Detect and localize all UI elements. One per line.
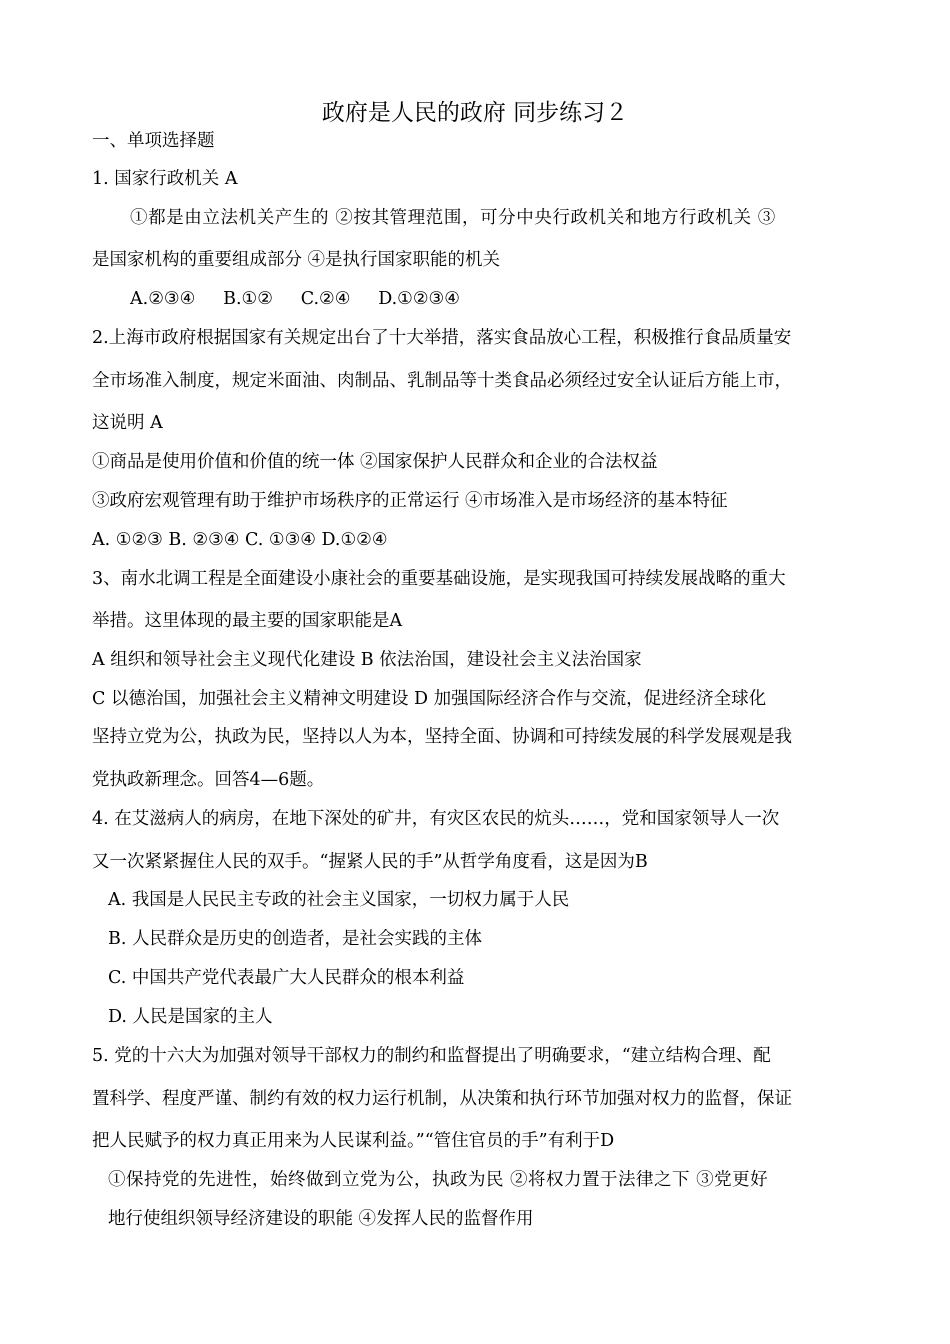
- q4-option-a: A. 我国是人民民主专政的社会主义国家，一切权力属于人民: [108, 890, 570, 910]
- page-title: 政府是人民的政府 同步练习２: [321, 100, 629, 126]
- q2-statements-line2: ③政府宏观管理有助于维护市场秩序的正常运行 ④市场准入是市场经济的基本特征: [92, 491, 728, 511]
- q2-statements-line1: ①商品是使用价值和价值的统一体 ②国家保护人民群众和企业的合法权益: [92, 452, 658, 472]
- q4-stem-line2: 又一次紧紧握住人民的双手。“握紧人民的手”从哲学角度看，这是因为B: [92, 852, 648, 872]
- q5-statements-line1: ①保持党的先进性，始终做到立党为公，执政为民 ②将权力置于法律之下 ③党更好: [108, 1170, 769, 1190]
- q1-options: A.②③④ B.①② C.②④ D.①②③④: [130, 289, 460, 309]
- q3-stem-line1: 3、南水北调工程是全面建设小康社会的重要基础设施，是实现我国可持续发展战略的重大: [92, 569, 786, 589]
- q1-stem: 1. 国家行政机关 A: [92, 169, 238, 189]
- q4-option-c: C. 中国共产党代表最广大人民群众的根本利益: [108, 968, 465, 988]
- q5-stem-line3: 把人民赋予的权力真正用来为人民谋利益。”“管住官员的手”有利于D: [92, 1131, 615, 1151]
- material-line1: 坚持立党为公，执政为民，坚持以人为本，坚持全面、协调和可持续发展的科学发展观是我: [92, 727, 792, 747]
- q1-statements-line2: 是国家机构的重要组成部分 ④是执行国家职能的机关: [92, 250, 501, 270]
- q1-statements-line1: ①都是由立法机关产生的 ②按其管理范围，可分中央行政机关和地方行政机关 ③: [130, 208, 776, 228]
- q3-options-line2: C 以德治国，加强社会主义精神文明建设 D 加强国际经济合作与交流，促进经济全球化: [92, 689, 767, 709]
- q3-stem-line2: 举措。这里体现的最主要的国家职能是A: [92, 611, 403, 631]
- q5-stem-line2: 置科学、程度严谨、制约有效的权力运行机制，从决策和执行环节加强对权力的监督，保证: [92, 1089, 792, 1109]
- q4-stem-line1: 4. 在艾滋病人的病房，在地下深处的矿井，有灾区农民的炕头……，党和国家领导人一次: [92, 809, 780, 829]
- q5-statements-line2: 地行使组织领导经济建设的职能 ④发挥人民的监督作用: [108, 1209, 534, 1229]
- q3-options-line1: A 组织和领导社会主义现代化建设 B 依法治国，建设社会主义法治国家: [92, 650, 642, 670]
- q2-stem-line1: 2.上海市政府根据国家有关规定出台了十大举措，落实食品放心工程，积极推行食品质量安: [92, 328, 792, 348]
- q2-options: A. ①②③ B. ②③④ C. ①③④ D.①②④: [92, 530, 388, 550]
- q2-stem-line2: 全市场准入制度，规定米面油、肉制品、乳制品等十类食品必须经过安全认证后方能上市，: [92, 371, 792, 391]
- q4-option-d: D. 人民是国家的主人: [108, 1007, 273, 1027]
- q2-stem-line3: 这说明 A: [92, 413, 163, 433]
- q4-option-b: B. 人民群众是历史的创造者，是社会实践的主体: [108, 929, 482, 949]
- section-heading: 一、单项选择题: [92, 131, 215, 151]
- q5-stem-line1: 5. 党的十六大为加强对领导干部权力的制约和监督提出了明确要求，“建立结构合理、配: [92, 1046, 771, 1066]
- material-line2: 党执政新理念。回答4—6题。: [92, 770, 325, 790]
